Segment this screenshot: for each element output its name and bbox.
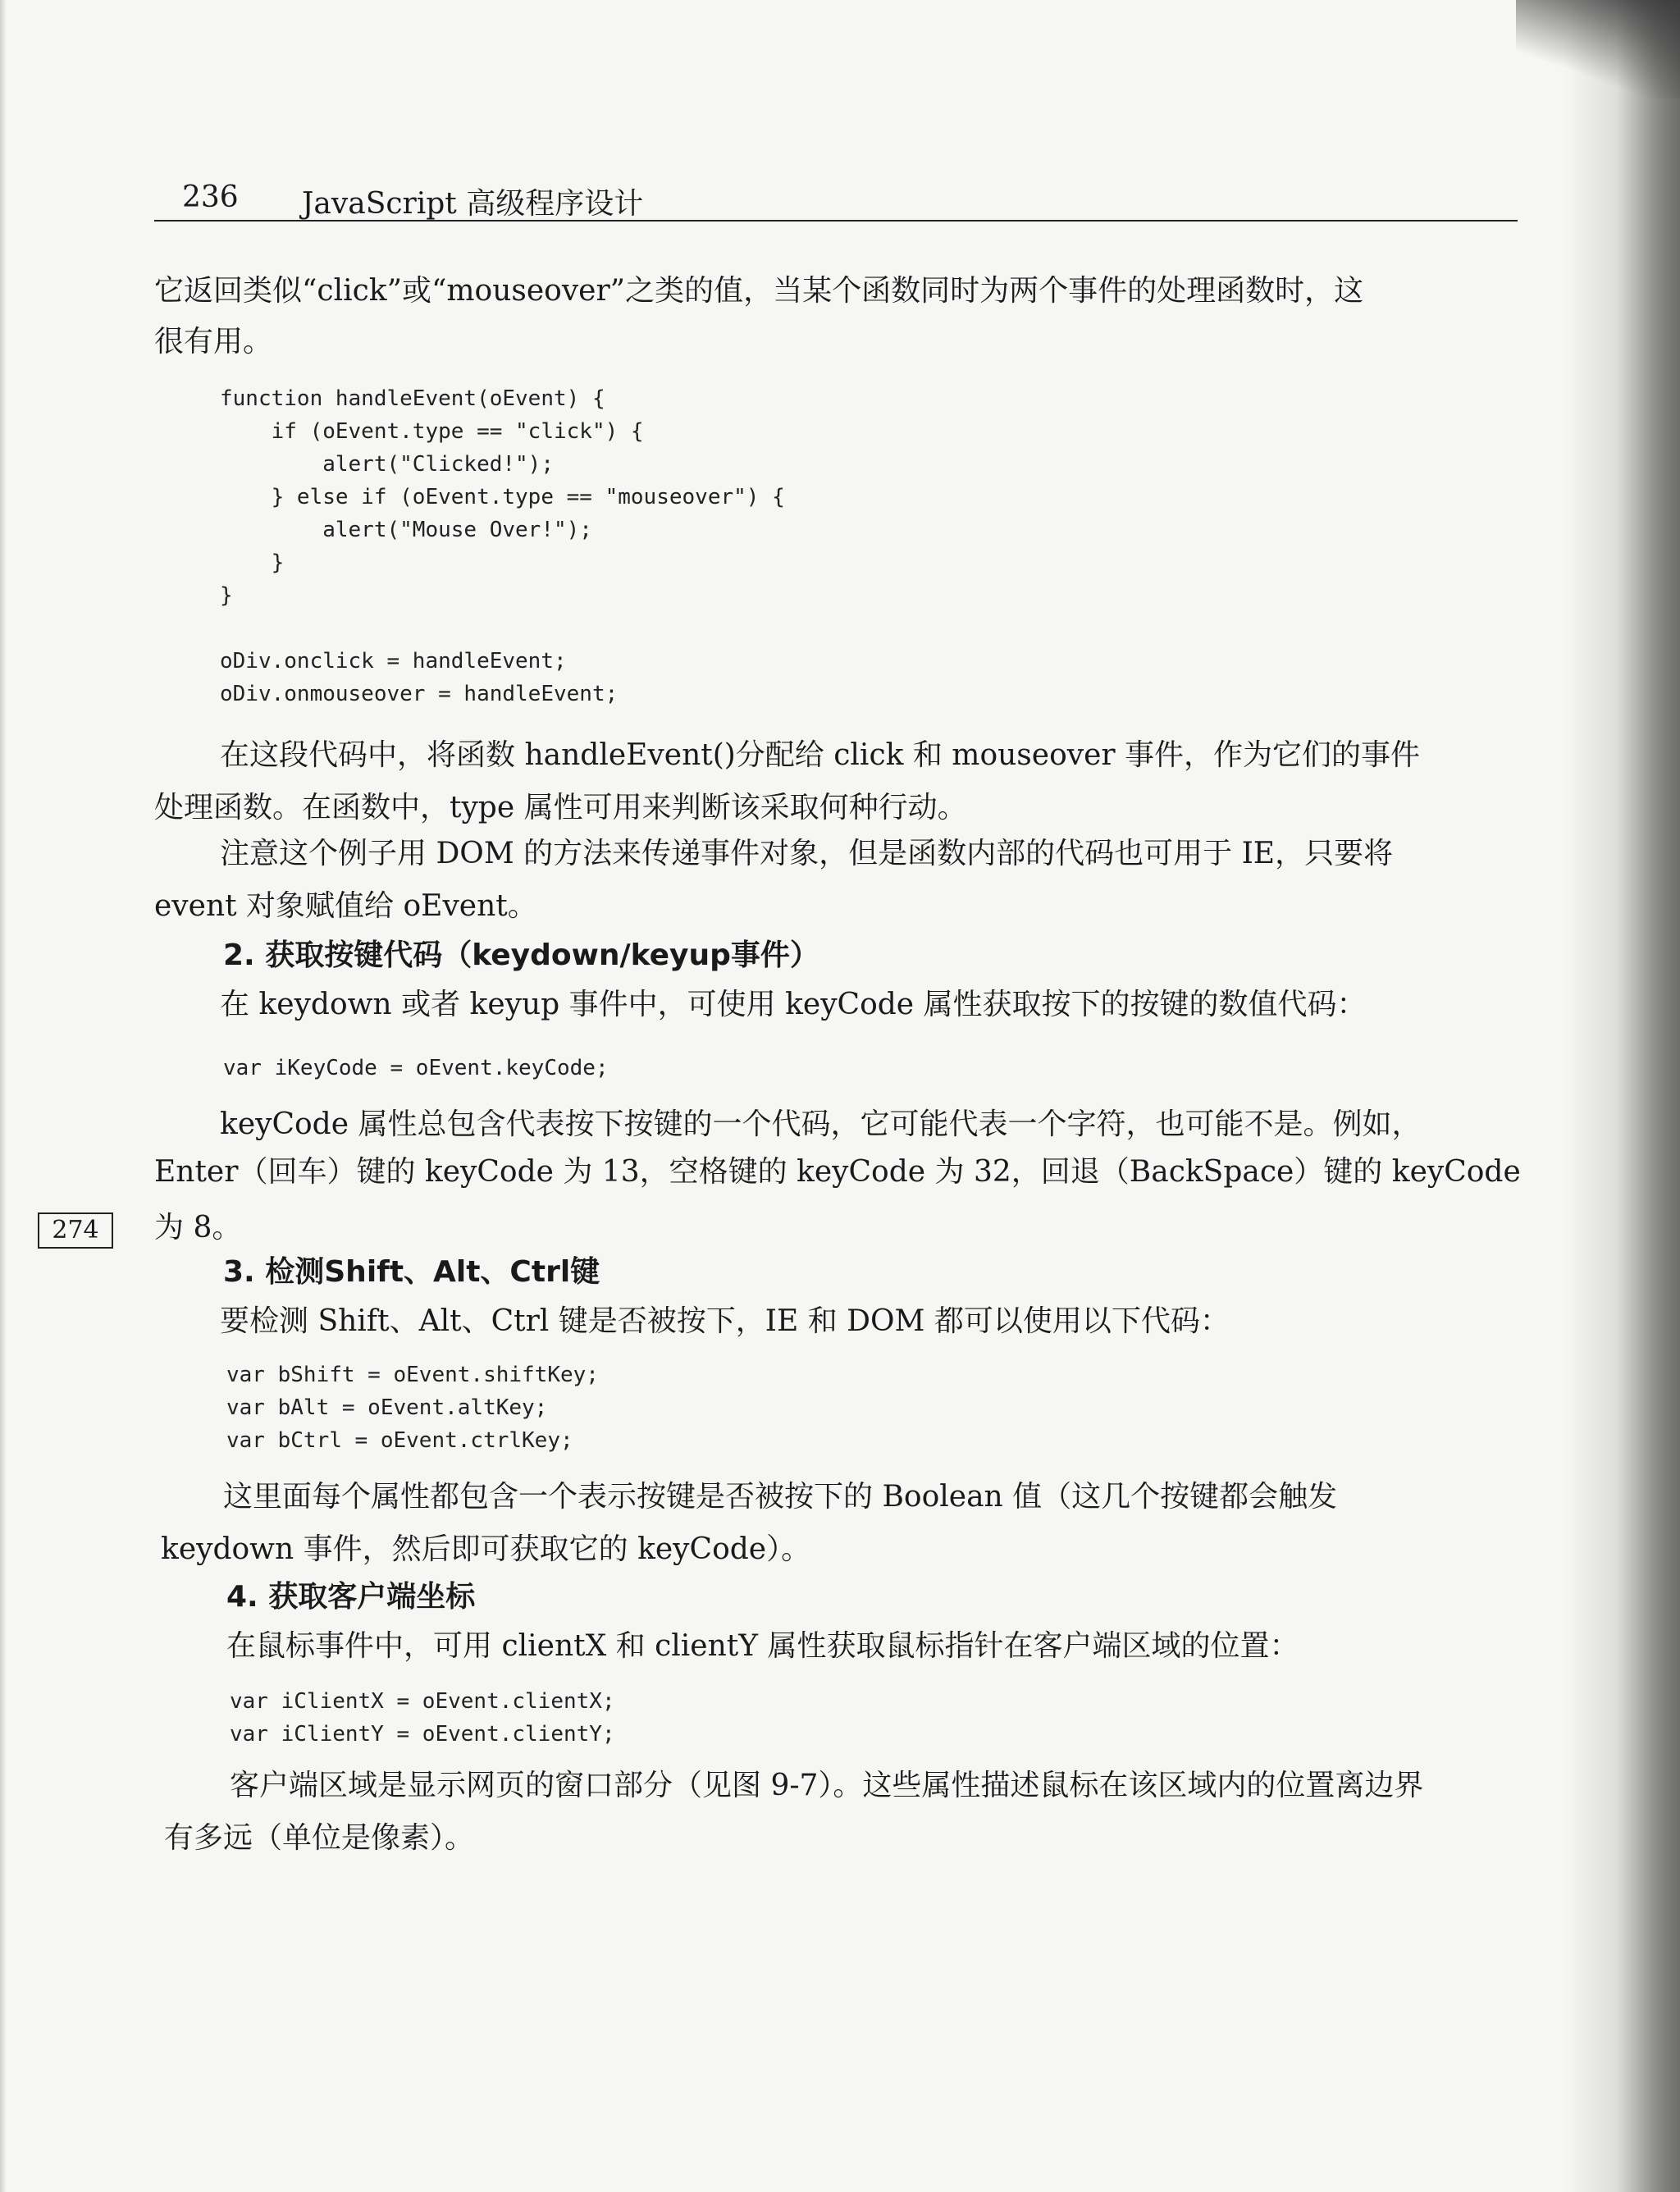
paragraph-line: 处理函数。在函数中，type 属性可用来判断该采取何种行动。 [154,791,967,824]
running-header [154,179,1518,221]
paragraph-line: 在 keydown 或者 keyup 事件中，可使用 keyCode 属性获取按下的按键的数值代码： [220,988,1367,1021]
code-block-client-coords: var iClientX = oEvent.clientX; var iClientY = oEvent.clientY; [230,1689,615,1747]
paragraph-line: 这里面每个属性都包含一个表示按键是否被按下的 Boolean 值（这几个按键都会触发 [223,1480,1338,1514]
page-number: 236 [182,180,239,214]
paragraph-line: 很有用。 [154,325,273,358]
paragraph-line: 注意这个例子用 DOM 的方法来传递事件对象，但是函数内部的代码也可用于 IE，只要将 [220,837,1394,870]
section-heading-client-coords: 4. 获取客户端坐标 [226,1580,476,1614]
margin-page-reference: 274 [38,1212,113,1249]
paragraph-line: 为 8。 [154,1211,242,1244]
code-block-handle-event: function handleEvent(oEvent) { if (oEvent.type == "click") { alert("Clicked!"); } else if (oEvent.type == "mouseover") { alert("Mouse Over!"); } } oDiv.onclick = handleEvent; oDiv.onmouseover = handleEvent; [220,386,785,706]
code-block-modifier-keys: var bShift = oEvent.shiftKey; var bAlt = oEvent.altKey; var bCtrl = oEvent.ctrlKey; [226,1363,599,1453]
book-spine-corner [1516,0,1680,98]
paragraph-line: 客户端区域是显示网页的窗口部分（见图 9-7）。这些属性描述鼠标在该区域内的位置离边界 [230,1769,1424,1802]
paragraph-line: 它返回类似“click”或“mouseover”之类的值，当某个函数同时为两个事件的处理函数时，这 [154,274,1364,308]
paragraph-line: 要检测 Shift、Alt、Ctrl 键是否被按下，IE 和 DOM 都可以使用以下代码： [220,1304,1230,1338]
section-heading-keycode: 2. 获取按键代码（keydown/keyup事件） [223,938,819,972]
paragraph-line: 在鼠标事件中，可用 clientX 和 clientY 属性获取鼠标指针在客户端区域的位置： [226,1629,1299,1663]
code-block-keycode: var iKeyCode = oEvent.keyCode; [223,1056,609,1080]
paragraph-line: keyCode 属性总包含代表按下按键的一个代码，它可能代表一个字符，也可能不是。例如， [220,1107,1422,1141]
book-spine-shadow [1565,0,1680,2192]
paragraph-line: event 对象赋值给 oEvent。 [154,889,537,923]
paragraph-line: 有多远（单位是像素）。 [164,1821,475,1855]
section-heading-modifier-keys: 3. 检测Shift、Alt、Ctrl键 [223,1255,600,1289]
paragraph-line: Enter（回车）键的 keyCode 为 13，空格键的 keyCode 为 32，回退（BackSpace）键的 keyCode [154,1155,1521,1189]
paragraph-line: 在这段代码中，将函数 handleEvent()分配给 click 和 mouseover 事件，作为它们的事件 [220,738,1421,772]
paragraph-line: keydown 事件，然后即可获取它的 keyCode）。 [161,1532,811,1566]
book-title: JavaScript 高级程序设计 [302,187,644,221]
page-left-edge [0,0,7,2192]
